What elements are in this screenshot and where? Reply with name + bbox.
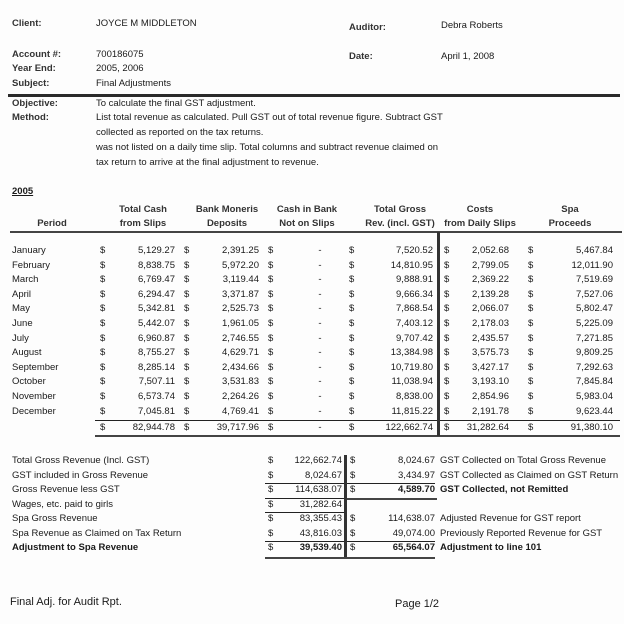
summary-rule [265, 498, 345, 499]
summary-double-rule [347, 498, 437, 500]
cell-spa: 7,271.85 [576, 332, 613, 344]
currency-symbol: $ [350, 513, 356, 524]
cell-bank: - [318, 376, 322, 388]
currency-symbol: $ [444, 361, 450, 373]
auditor-label: Auditor: [349, 22, 386, 33]
column-separator [437, 232, 440, 436]
summary-right-value: 65,564.07 [392, 542, 435, 553]
currency-symbol: $ [444, 376, 450, 388]
total-costs: 31,282.64 [466, 422, 509, 434]
currency-symbol: $ [528, 318, 534, 329]
currency-symbol: $ [350, 542, 356, 553]
currency-symbol: $ [184, 245, 190, 256]
summary-right-label: GST Collected on Total Gross Revenue [440, 455, 606, 466]
currency-symbol: $ [268, 347, 274, 359]
currency-symbol: $ [184, 361, 190, 373]
cell-gross: 14,810.95 [390, 259, 433, 271]
summary-rule [265, 512, 345, 513]
currency-symbol: $ [528, 347, 534, 359]
cell-cash: 8,285.14 [138, 361, 175, 373]
currency-symbol: $ [349, 259, 355, 271]
currency-symbol: $ [349, 318, 355, 329]
currency-symbol: $ [528, 405, 534, 417]
cell-spa: 7,845.84 [576, 376, 613, 388]
column-header-line1: Bank Moneris [195, 204, 259, 215]
currency-symbol: $ [100, 376, 106, 388]
summary-right-label: GST Collected, not Remitted [440, 484, 569, 495]
currency-symbol: $ [350, 455, 356, 466]
cell-cash: 6,769.47 [138, 274, 175, 286]
column-header-line2: Proceeds [548, 218, 592, 229]
period-label: September [12, 361, 59, 373]
summary-label: Spa Gross Revenue [12, 513, 98, 524]
footer-title: Final Adj. for Audit Rpt. [10, 596, 122, 608]
cell-gross: 13,384.98 [390, 347, 433, 359]
summary-separator [344, 455, 347, 557]
summary-value: 8,024.67 [305, 469, 342, 481]
currency-symbol: $ [100, 391, 106, 402]
summary-rule [265, 483, 435, 484]
currency-symbol: $ [444, 347, 450, 359]
currency-symbol: $ [184, 332, 190, 344]
cell-cash: 6,573.74 [138, 391, 175, 402]
currency-symbol: $ [268, 361, 274, 373]
currency-symbol: $ [268, 405, 274, 417]
cell-gross: 9,666.34 [396, 288, 433, 300]
currency-symbol: $ [349, 405, 355, 417]
currency-symbol: $ [350, 527, 356, 539]
cell-cash: 7,045.81 [138, 405, 175, 417]
currency-symbol: $ [184, 347, 190, 359]
total-gross: 122,662.74 [385, 422, 433, 434]
currency-symbol: $ [100, 303, 106, 315]
column-header-line1: Cash in Bank [276, 204, 338, 215]
period-label: July [12, 332, 29, 344]
currency-symbol: $ [184, 405, 190, 417]
summary-label: Gross Revenue less GST [12, 484, 120, 495]
cell-gross: 7,520.52 [396, 245, 433, 256]
currency-symbol: $ [268, 303, 274, 315]
summary-right-label: Adjustment to line 101 [440, 542, 542, 553]
currency-symbol: $ [350, 469, 356, 481]
cell-gross: 11,038.94 [391, 376, 433, 388]
currency-symbol: $ [349, 245, 355, 256]
currency-symbol: $ [184, 376, 190, 388]
cell-moneris: 2,525.73 [222, 303, 259, 315]
currency-symbol: $ [268, 513, 274, 524]
header-divider [8, 94, 620, 97]
cell-bank: - [318, 318, 322, 329]
summary-value: 114,638.07 [295, 484, 342, 495]
column-header-line1: Spa [561, 204, 579, 215]
period-label: November [12, 391, 56, 402]
currency-symbol: $ [444, 274, 450, 286]
cell-spa: 7,527.06 [576, 288, 613, 300]
cell-gross: 9,888.91 [396, 274, 433, 286]
currency-symbol: $ [268, 455, 274, 466]
cell-moneris: 4,769.41 [222, 405, 259, 417]
method-line-1: List total revenue as calculated. Pull GST out of total revenue figure. Subtract GST [96, 112, 443, 123]
cell-gross: 7,403.12 [396, 318, 433, 329]
column-header-line2: Rev. (incl. GST) [365, 218, 435, 229]
summary-right-value: 3,434.97 [398, 469, 435, 481]
period-label: August [12, 347, 42, 359]
currency-symbol: $ [100, 347, 106, 359]
cell-cash: 6,960.87 [138, 332, 175, 344]
account-value: 700186075 [96, 49, 144, 60]
cell-spa: 5,467.84 [576, 245, 613, 256]
currency-symbol: $ [349, 361, 355, 373]
cell-bank: - [318, 259, 322, 271]
currency-symbol: $ [100, 288, 106, 300]
cell-costs: 3,193.10 [472, 376, 509, 388]
period-label: January [12, 245, 46, 256]
currency-symbol: $ [444, 422, 450, 434]
cell-cash: 5,442.07 [138, 318, 175, 329]
period-label: March [12, 274, 39, 286]
currency-symbol: $ [528, 259, 534, 271]
total-cash: 82,944.78 [132, 422, 175, 434]
date-value: April 1, 2008 [441, 51, 495, 62]
column-header-line2: from Slips [119, 218, 167, 229]
cell-gross: 9,707.42 [396, 332, 433, 344]
cell-bank: - [318, 288, 322, 300]
summary-label: Adjustment to Spa Revenue [12, 542, 139, 553]
currency-symbol: $ [268, 422, 274, 434]
page-number: Page 1/2 [395, 598, 440, 610]
cell-gross: 7,868.54 [396, 303, 433, 315]
cell-spa: 5,983.04 [576, 391, 613, 402]
currency-symbol: $ [184, 422, 190, 434]
cell-cash: 7,507.11 [138, 376, 175, 388]
summary-value: 83,355.43 [299, 513, 342, 524]
currency-symbol: $ [184, 274, 190, 286]
subject-value: Final Adjustments [96, 78, 171, 89]
cell-moneris: 1,961.05 [222, 318, 259, 329]
summary-value: 31,282.64 [299, 498, 342, 510]
cell-costs: 3,575.73 [472, 347, 509, 359]
currency-symbol: $ [100, 361, 106, 373]
currency-symbol: $ [184, 288, 190, 300]
cell-moneris: 3,119.44 [222, 274, 259, 286]
cell-bank: - [318, 245, 322, 256]
header-underline [10, 231, 622, 233]
cell-costs: 3,427.17 [472, 361, 509, 373]
summary-value: 122,662.74 [294, 455, 342, 466]
cell-moneris: 2,391.25 [222, 245, 259, 256]
cell-gross: 10,719.80 [390, 361, 433, 373]
cell-bank: - [318, 332, 322, 344]
method-line-2: collected as reported on the tax returns. [96, 127, 264, 138]
cell-spa: 12,011.90 [571, 259, 613, 271]
year-heading: 2005 [12, 186, 34, 197]
currency-symbol: $ [528, 376, 534, 388]
summary-right-value: 114,638.07 [388, 513, 435, 524]
cell-costs: 2,178.03 [472, 318, 509, 329]
currency-symbol: $ [268, 391, 274, 402]
cell-cash: 5,342.81 [138, 303, 175, 315]
cell-spa: 9,623.44 [576, 405, 613, 417]
summary-label: GST included in Gross Revenue [12, 469, 149, 481]
cell-cash: 6,294.47 [138, 288, 175, 300]
cell-spa: 5,225.09 [576, 318, 613, 329]
currency-symbol: $ [444, 288, 450, 300]
currency-symbol: $ [528, 332, 534, 344]
cell-bank: - [318, 303, 322, 315]
auditor-value: Debra Roberts [441, 20, 503, 31]
currency-symbol: $ [100, 318, 106, 329]
objective-label: Objective: [12, 98, 58, 109]
method-line-3: was not listed on a daily time slip. Total columns and subtract revenue claimed on [96, 142, 439, 153]
cell-bank: - [318, 347, 322, 359]
currency-symbol: $ [444, 259, 450, 271]
period-label: February [12, 259, 51, 271]
client-value: JOYCE M MIDDLETON [96, 18, 197, 29]
cell-costs: 2,191.78 [472, 405, 509, 417]
currency-symbol: $ [444, 332, 450, 344]
cell-moneris: 5,972.20 [222, 259, 259, 271]
cell-spa: 5,802.47 [576, 303, 613, 315]
currency-symbol: $ [528, 422, 534, 434]
period-label: May [12, 303, 30, 315]
totals-top-rule [95, 420, 620, 421]
period-label: October [12, 376, 46, 388]
cell-cash: 5,129.27 [138, 245, 175, 256]
cell-gross: 11,815.22 [391, 405, 433, 417]
summary-rule [265, 541, 435, 542]
currency-symbol: $ [100, 274, 106, 286]
column-header-line2: Period [37, 218, 67, 229]
currency-symbol: $ [268, 274, 274, 286]
summary-right-label: Previously Reported Revenue for GST [440, 527, 603, 539]
method-line-4: tax return to arrive at the final adjustment to revenue. [96, 157, 319, 168]
currency-symbol: $ [268, 318, 274, 329]
currency-symbol: $ [268, 332, 274, 344]
client-label: Client: [12, 18, 42, 29]
cell-costs: 2,799.05 [472, 259, 509, 271]
currency-symbol: $ [268, 245, 274, 256]
currency-symbol: $ [268, 469, 274, 481]
currency-symbol: $ [184, 303, 190, 315]
cell-spa: 9,809.25 [576, 347, 613, 359]
cell-cash: 8,838.75 [138, 259, 175, 271]
column-header-line2: from Daily Slips [444, 218, 516, 229]
currency-symbol: $ [100, 259, 106, 271]
currency-symbol: $ [268, 498, 274, 510]
yearend-value: 2005, 2006 [96, 63, 144, 74]
summary-value: 39,539.40 [299, 542, 342, 553]
cell-costs: 2,066.07 [472, 303, 509, 315]
summary-double-rule [265, 557, 435, 559]
currency-symbol: $ [100, 245, 106, 256]
summary-right-label: GST Collected as Claimed on GST Return [440, 469, 619, 481]
cell-moneris: 4,629.71 [222, 347, 259, 359]
currency-symbol: $ [349, 288, 355, 300]
cell-spa: 7,519.69 [576, 274, 613, 286]
currency-symbol: $ [528, 274, 534, 286]
cell-gross: 8,838.00 [396, 391, 433, 402]
currency-symbol: $ [268, 527, 274, 539]
objective-text: To calculate the final GST adjustment. [96, 98, 256, 109]
currency-symbol: $ [349, 347, 355, 359]
total-bank: - [318, 422, 322, 434]
yearend-label: Year End: [12, 63, 56, 74]
cell-bank: - [318, 274, 322, 286]
cell-costs: 2,854.96 [472, 391, 509, 402]
currency-symbol: $ [349, 274, 355, 286]
cell-moneris: 3,371.87 [222, 288, 259, 300]
cell-spa: 7,292.63 [576, 361, 613, 373]
summary-label: Total Gross Revenue (Incl. GST) [12, 455, 150, 466]
currency-symbol: $ [268, 376, 274, 388]
currency-symbol: $ [528, 361, 534, 373]
currency-symbol: $ [268, 484, 274, 495]
total-spa: 91,380.10 [570, 422, 613, 434]
period-label: April [12, 288, 32, 300]
account-label: Account #: [12, 49, 62, 60]
currency-symbol: $ [184, 259, 190, 271]
currency-symbol: $ [350, 484, 356, 495]
summary-right-value: 8,024.67 [398, 455, 435, 466]
cell-costs: 2,369.22 [472, 274, 509, 286]
currency-symbol: $ [184, 318, 190, 329]
summary-right-value: 4,589.70 [398, 484, 435, 495]
column-header-line2: Deposits [206, 218, 248, 229]
currency-symbol: $ [444, 245, 450, 256]
currency-symbol: $ [528, 288, 534, 300]
currency-symbol: $ [444, 318, 450, 329]
currency-symbol: $ [268, 542, 274, 553]
currency-symbol: $ [349, 332, 355, 344]
cell-bank: - [318, 391, 322, 402]
cell-cash: 8,755.27 [138, 347, 175, 359]
subject-label: Subject: [12, 78, 50, 89]
cell-moneris: 2,264.26 [222, 391, 259, 402]
cell-bank: - [318, 405, 322, 417]
period-label: December [12, 405, 56, 417]
currency-symbol: $ [268, 288, 274, 300]
cell-moneris: 3,531.83 [222, 376, 259, 388]
totals-double-rule [95, 435, 620, 437]
currency-symbol: $ [444, 391, 450, 402]
cell-costs: 2,435.57 [472, 332, 509, 344]
currency-symbol: $ [528, 303, 534, 315]
currency-symbol: $ [349, 376, 355, 388]
currency-symbol: $ [528, 391, 534, 402]
cell-costs: 2,139.28 [472, 288, 509, 300]
currency-symbol: $ [184, 391, 190, 402]
column-header-line1: Total Cash [119, 204, 167, 215]
column-header-line1: Total Gross [373, 204, 427, 215]
currency-symbol: $ [528, 245, 534, 256]
summary-value: 43,816.03 [299, 527, 342, 539]
method-label: Method: [12, 112, 49, 123]
summary-right-label: Adjusted Revenue for GST report [440, 513, 581, 524]
date-label: Date: [349, 51, 373, 62]
cell-moneris: 2,746.55 [222, 332, 259, 344]
currency-symbol: $ [444, 303, 450, 315]
total-moneris: 39,717.96 [216, 422, 259, 434]
currency-symbol: $ [349, 422, 355, 434]
currency-symbol: $ [268, 259, 274, 271]
cell-costs: 2,052.68 [472, 245, 509, 256]
column-header-line1: Costs [466, 204, 494, 215]
currency-symbol: $ [349, 303, 355, 315]
summary-label: Wages, etc. paid to girls [12, 498, 114, 510]
cell-moneris: 2,434.66 [222, 361, 259, 373]
column-header-line2: Not on Slips [279, 218, 335, 229]
currency-symbol: $ [444, 405, 450, 417]
currency-symbol: $ [100, 405, 106, 417]
cell-bank: - [318, 361, 322, 373]
period-label: June [12, 318, 33, 329]
currency-symbol: $ [349, 391, 355, 402]
summary-right-value: 49,074.00 [392, 527, 435, 539]
currency-symbol: $ [100, 422, 106, 434]
summary-label: Spa Revenue as Claimed on Tax Return [12, 527, 182, 539]
currency-symbol: $ [100, 332, 106, 344]
